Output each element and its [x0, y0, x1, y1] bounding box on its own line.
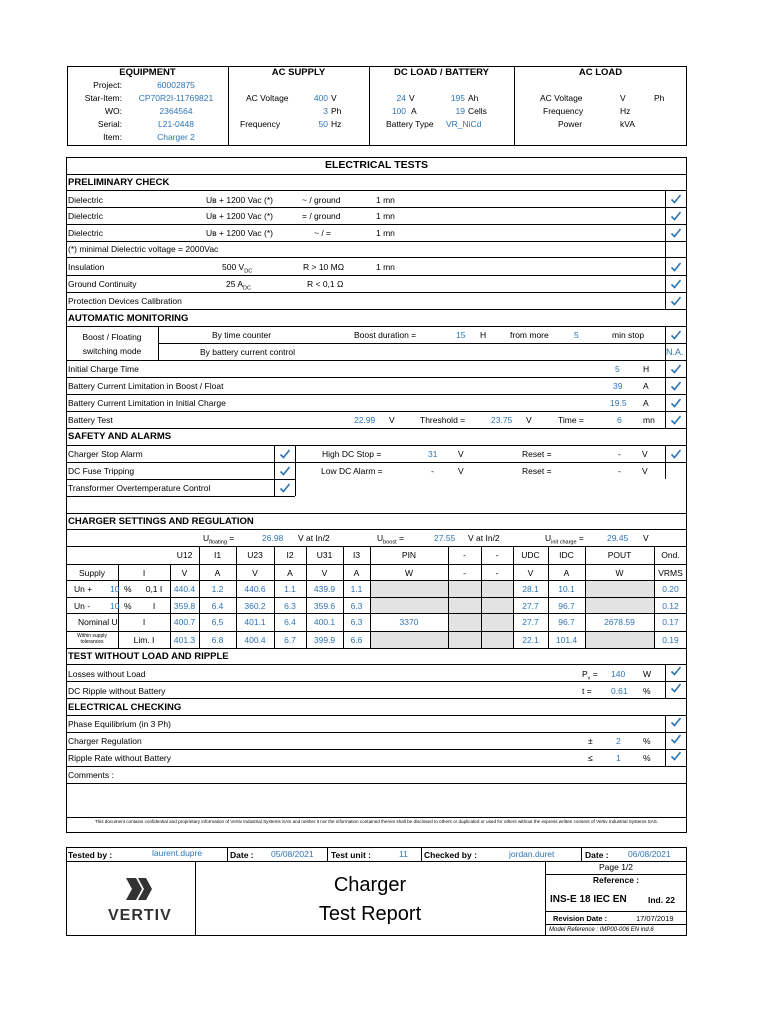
column-unit: A: [353, 568, 360, 578]
battery-type-value: VR_NiCd: [446, 119, 482, 129]
bcl-boost-unit: A: [643, 381, 649, 391]
column-unit: W: [615, 568, 624, 578]
serial-label: Serial:: [97, 119, 122, 129]
star-item-value: CP70R2I-11769821: [138, 93, 214, 103]
serial-value: L21-0448: [158, 119, 194, 129]
high-dc-label: High DC Stop =: [322, 449, 382, 459]
idc-label: I: [142, 568, 146, 578]
from-more-value: 5: [574, 330, 579, 340]
checked-by-label: Checked by :: [424, 850, 477, 860]
item-value: Charger 2: [157, 132, 195, 142]
table-cell: 6.4: [284, 617, 296, 627]
ac-frequency-label: Frequency: [240, 119, 281, 129]
table-cell: 401.3: [173, 635, 196, 645]
table-cell: 360.2: [244, 601, 266, 611]
column-header: I1: [213, 550, 222, 560]
ufloat-value: 26.98: [262, 533, 284, 543]
date1-value: 05/08/2021: [271, 849, 314, 859]
reset2-value: -: [618, 466, 621, 476]
column-header: -: [463, 550, 466, 560]
row-percent: 10: [110, 584, 120, 594]
test-without-load-heading: TEST WITHOUT LOAD AND RIPPLE: [68, 651, 229, 662]
automatic-monitoring-heading: AUTOMATIC MONITORING: [68, 313, 189, 324]
column-header: U23: [247, 550, 263, 560]
table-cell: 0.19: [662, 635, 679, 645]
table-cell: 27.7: [522, 601, 539, 611]
battery-test-unit: V: [389, 415, 395, 425]
dielectric-1-formula: Uв + 1200 Vac (*): [206, 195, 273, 205]
boost-duration-unit: H: [480, 330, 487, 340]
check-icon: [670, 733, 682, 745]
dc-ripple-value: 0.61: [611, 686, 628, 696]
dielectric-note: (*) minimal Dielectric voltage = 2000Vac: [68, 244, 219, 254]
wo-label: WO:: [105, 106, 122, 116]
table-cell: 399.9: [313, 635, 336, 645]
table-vline: [236, 546, 237, 648]
table-cell: 0.17: [662, 617, 679, 627]
check-icon: [670, 278, 682, 290]
check-icon: [670, 750, 682, 762]
bcl-initial-unit: A: [643, 398, 649, 408]
dielectric-1-time: 1 mn: [376, 195, 395, 205]
table-cell: 6.7: [284, 635, 296, 645]
dielectric-3-between: ~ / =: [314, 228, 332, 238]
reset1-unit: V: [642, 449, 648, 459]
insulation-time: 1 mn: [376, 262, 395, 272]
table-vline: [370, 546, 371, 648]
battery-test-value: 22.99: [354, 415, 376, 425]
charger-regulation-label: Charger Regulation: [68, 736, 142, 746]
project-value: 60002875: [157, 80, 195, 90]
battery-test-label: Battery Test: [68, 415, 113, 425]
acload-power-unit: kVA: [620, 119, 635, 129]
test-unit-label: Test unit :: [331, 850, 371, 860]
table-cell: 1.2: [211, 584, 224, 594]
low-dc-value: -: [431, 466, 434, 476]
dc-v-unit: V: [409, 93, 415, 103]
uinit-label: $U_{init charge}$ =: [545, 533, 584, 546]
row-percent-unit: %: [124, 584, 132, 594]
vertiv-logo-icon: [124, 876, 154, 902]
dc-ripple-symbol: t =: [582, 686, 592, 696]
insulation-value: 500 $V_{DC}$: [222, 262, 253, 275]
reset2-label: Reset =: [522, 466, 552, 476]
table-hline: [66, 597, 687, 598]
table-vline: [585, 546, 586, 648]
dc-ripple-label: DC Ripple without Battery: [68, 686, 166, 696]
index-value: Ind. 22: [648, 895, 675, 905]
boost-duration-label: Boost duration =: [354, 330, 417, 340]
preliminary-check-heading: PRELIMINARY CHECK: [68, 177, 170, 188]
ufloat-label: $U_{floating}$ =: [203, 533, 235, 546]
high-dc-unit: V: [458, 449, 464, 459]
gray-cell: [371, 632, 448, 648]
check-icon: [670, 193, 682, 205]
table-cell: 6.3: [350, 617, 363, 627]
acload-frequency-unit: Hz: [620, 106, 631, 116]
ground-continuity-label: Ground Continuity: [68, 279, 137, 289]
equipment-header: EQUIPMENT: [119, 67, 176, 78]
check-icon: [279, 465, 291, 477]
gray-cell: [586, 581, 654, 597]
supply-label: Supply: [79, 568, 105, 578]
losses-value: 140: [611, 669, 626, 679]
item-label: Item:: [103, 132, 122, 142]
table-vline: [448, 546, 449, 648]
check-icon: [670, 414, 682, 426]
phase-equilibrium-label: Phase Equilibrium (in 3 Ph): [68, 719, 171, 729]
column-header: Ond.: [661, 550, 680, 560]
row-name: Un +: [74, 584, 93, 594]
row-condition: I: [152, 601, 156, 611]
ripple-rate-label: Ripple Rate without Battery: [68, 753, 171, 763]
row-percent-unit: %: [124, 601, 132, 611]
transformer-label: Transformer Overtemperature Control: [68, 483, 211, 493]
date2-label: Date :: [585, 850, 609, 860]
dc-load-header: DC LOAD / BATTERY: [394, 67, 489, 78]
table-cell: 101.4: [555, 635, 578, 645]
table-hline: [66, 613, 687, 614]
battery-type-label: Battery Type: [386, 119, 434, 129]
table-hline: [66, 580, 687, 581]
column-unit: A: [287, 568, 293, 578]
electrical-tests-title: ELECTRICAL TESTS: [324, 159, 429, 171]
table-cell: 0.12: [662, 601, 679, 611]
check-icon: [670, 261, 682, 273]
row-condition: 0,1 I: [145, 584, 163, 594]
dielectric-1-label: Dielectric: [68, 195, 103, 205]
table-cell: 22.1: [522, 635, 539, 645]
dc-ripple-unit: %: [643, 686, 651, 696]
table-cell: 359.6: [313, 601, 336, 611]
ac-voltage-value: 400: [313, 93, 328, 103]
date1-label: Date :: [230, 850, 254, 860]
min-stop-label: min stop: [612, 330, 645, 340]
uboost-label: $U_{boost}$ =: [377, 533, 404, 546]
table-cell: 6.6: [350, 635, 363, 645]
project-label: Project:: [93, 80, 122, 90]
ac-load-header: AC LOAD: [578, 67, 623, 78]
boost-floating-label: Boost / Floating: [82, 332, 142, 342]
table-vline: [654, 546, 655, 648]
table-hline: [66, 546, 687, 547]
column-unit: V: [321, 568, 328, 578]
ground-continuity-value: 25 $A_{DC}$: [226, 279, 251, 292]
acload-power-label: Power: [558, 119, 583, 129]
ripple-rate-symbol: ≤: [588, 753, 593, 763]
table-cell: 96.7: [558, 601, 575, 611]
initial-charge-label: Initial Charge Time: [68, 364, 139, 374]
dc-ah-value: 195: [450, 93, 465, 103]
row-percent: 10: [110, 601, 120, 611]
check-icon: [670, 397, 682, 409]
table-vline: [199, 546, 200, 648]
check-icon: [670, 665, 682, 677]
initial-charge-value: 5: [615, 364, 620, 374]
check-icon: [670, 210, 682, 222]
table-cell: 0.20: [662, 584, 679, 594]
column-header: I2: [286, 550, 294, 560]
column-header: PIN: [401, 550, 417, 560]
reference-label: Reference :: [592, 875, 640, 885]
table-hline: [66, 631, 687, 632]
ufloat-unit: V at In/2: [298, 533, 330, 543]
checked-by-value: jordan.duret: [509, 849, 555, 859]
check-icon: [279, 448, 291, 460]
dielectric-1-between: ~ / ground: [302, 195, 341, 205]
table-cell: 400.4: [244, 635, 266, 645]
table-hline: [66, 648, 687, 649]
time-value: 6: [617, 415, 622, 425]
report-title-line1: Charger: [333, 874, 407, 896]
dielectric-3-time: 1 mn: [376, 228, 395, 238]
ripple-rate-unit: %: [643, 753, 651, 763]
bcl-initial-label: Battery Current Limitation in Initial Charge: [68, 398, 226, 408]
switching-mode-label: switching mode: [82, 346, 142, 356]
dc-a-value: 100: [391, 106, 406, 116]
table-cell: 27.7: [522, 617, 539, 627]
revision-date-value: 17/07/2019: [636, 914, 674, 923]
acload-phase-unit: Ph: [654, 93, 665, 103]
charger-regulation-value: 2: [616, 736, 621, 746]
table-vline: [481, 546, 482, 648]
table-cell: 400.1: [313, 617, 336, 627]
table-cell: 1.1: [284, 584, 296, 594]
uinit-unit: V: [643, 533, 649, 543]
bcl-boost-value: 39: [613, 381, 623, 391]
dc-v-value: 24: [396, 93, 406, 103]
tested-by-value: laurent.dupre: [152, 848, 203, 858]
ac-phase-unit: Ph: [331, 106, 342, 116]
row-condition: I: [142, 617, 146, 627]
losses-symbol: $P_v$ =: [582, 669, 598, 682]
high-dc-value: 31: [428, 449, 438, 459]
insulation-label: Insulation: [68, 262, 105, 272]
comments-label: Comments :: [68, 770, 114, 780]
column-unit: VRMS: [658, 568, 683, 578]
check-icon: [670, 227, 682, 239]
gray-cell: [371, 598, 448, 613]
reset1-label: Reset =: [522, 449, 552, 459]
dc-a-unit: A: [411, 106, 417, 116]
column-unit: V: [527, 568, 534, 578]
table-cell: 6.4: [211, 601, 224, 611]
column-unit: -: [495, 568, 499, 578]
electrical-checking-heading: ELECTRICAL CHECKING: [68, 702, 182, 713]
column-header: U12: [176, 550, 193, 560]
from-more-label: from more: [510, 330, 549, 340]
ac-frequency-value: 50: [318, 119, 328, 129]
table-cell: 96.7: [558, 617, 575, 627]
star-item-label: Star-Item:: [84, 93, 122, 103]
threshold-value: 23.75: [491, 415, 513, 425]
na-label: N.A.: [666, 347, 684, 357]
row-condition: Lim. I: [133, 635, 155, 645]
column-header: IDC: [559, 550, 574, 560]
safety-alarms-heading: SAFETY AND ALARMS: [68, 431, 172, 442]
check-icon: [670, 363, 682, 375]
row-name: Nominal U: [78, 617, 118, 627]
check-icon: [670, 329, 682, 341]
table-hline: [66, 564, 687, 565]
revision-date-label: Revision Date :: [553, 914, 608, 923]
table-cell: 401.1: [244, 617, 266, 627]
bcl-boost-label: Battery Current Limitation in Boost / Float: [68, 381, 224, 391]
table-cell: 6.5: [211, 617, 224, 627]
acload-frequency-label: Frequency: [543, 106, 584, 116]
losses-label: Losses without Load: [68, 669, 146, 679]
threshold-unit: V: [526, 415, 532, 425]
dc-fuse-label: DC Fuse Tripping: [68, 466, 135, 476]
column-header: U31: [316, 550, 333, 560]
dielectric-3-label: Dielectric: [68, 228, 103, 238]
dc-cells-unit: Cells: [468, 106, 487, 116]
table-cell: 6.3: [284, 601, 296, 611]
threshold-label: Threshold =: [420, 415, 466, 425]
charger-regulation-unit: %: [643, 736, 651, 746]
table-vline: [343, 546, 344, 648]
wo-value: 2364564: [159, 106, 193, 116]
acload-voltage-unit: V: [620, 93, 626, 103]
table-cell: 3370: [399, 617, 419, 627]
time-label: Time =: [558, 415, 584, 425]
column-unit: -: [463, 568, 466, 578]
table-cell: 28.1: [522, 584, 539, 594]
table-cell: 400.7: [173, 617, 196, 627]
table-cell: 1.1: [350, 584, 363, 594]
reference-value: INS-E 18 IEC EN: [550, 894, 627, 905]
protection-devices-label: Protection Devices Calibration: [68, 296, 182, 306]
insulation-condition: R > 10 MΩ: [303, 262, 345, 272]
table-cell: 439.9: [313, 584, 336, 594]
column-header: I3: [352, 550, 361, 560]
column-header: -: [495, 550, 499, 560]
tested-by-label: Tested by :: [68, 850, 113, 860]
low-dc-unit: V: [458, 466, 464, 476]
charger-stop-label: Charger Stop Alarm: [68, 449, 143, 459]
row-name: Within supply tolerances: [77, 633, 107, 645]
column-header: POUT: [607, 550, 632, 560]
acload-voltage-label: AC Voltage: [540, 93, 583, 103]
test-unit-value: 11: [399, 849, 408, 859]
dielectric-2-between: = / ground: [302, 211, 341, 221]
ac-frequency-unit: Hz: [331, 119, 342, 129]
table-vline: [306, 546, 307, 648]
ac-voltage-unit: V: [331, 93, 337, 103]
table-cell: 2678.59: [604, 617, 635, 627]
table-vline: [513, 546, 514, 648]
column-unit: V: [252, 568, 258, 578]
table-cell: 359.8: [173, 601, 196, 611]
check-icon: [670, 448, 682, 460]
dielectric-2-label: Dielectric: [68, 211, 103, 221]
dc-ah-unit: Ah: [468, 93, 479, 103]
row-name: Un -: [74, 601, 91, 611]
uinit-value: 29.45: [607, 533, 629, 543]
check-icon: [670, 682, 682, 694]
check-icon: [279, 482, 291, 494]
column-unit: A: [563, 568, 570, 578]
table-cell: 6.8: [211, 635, 224, 645]
page-number: Page 1/2: [598, 862, 634, 872]
gray-cell: [586, 632, 654, 648]
table-cell: 440.6: [244, 584, 266, 594]
by-battery-current-label: By battery current control: [200, 347, 295, 357]
vertiv-logo-text: VERTIV: [108, 907, 172, 924]
ripple-rate-value: 1: [616, 753, 621, 763]
column-header: UDC: [521, 550, 540, 560]
date2-value: 06/08/2021: [628, 849, 671, 859]
column-unit: W: [404, 568, 414, 578]
report-title-line2: Test Report: [318, 903, 422, 925]
table-cell: 440.4: [173, 584, 196, 594]
gray-cell: [586, 598, 654, 613]
check-icon: [670, 380, 682, 392]
check-icon: [670, 716, 682, 728]
charger-regulation-symbol: ±: [588, 736, 593, 746]
table-vline: [274, 546, 275, 648]
column-unit: A: [214, 568, 221, 578]
dielectric-3-formula: Uв + 1200 Vac (*): [206, 228, 273, 238]
table-vline: [548, 546, 549, 648]
initial-charge-unit: H: [643, 364, 650, 374]
disclaimer-text: This document contains confidential and proprietary information of Vertiv Industrial Systems SAS and neither it nor the information contained therein shall be disclosed to others or duplicated or used for others without the express written consent of Vertiv Industrial Systems SAS.: [94, 819, 659, 824]
ac-supply-header: AC SUPPLY: [271, 67, 326, 78]
uboost-value: 27.55: [434, 533, 456, 543]
dielectric-2-formula: Uв + 1200 Vac (*): [206, 211, 273, 221]
ground-continuity-condition: R < 0,1 Ω: [307, 279, 344, 289]
bcl-initial-value: 19.5: [610, 398, 627, 408]
gray-cell: [371, 581, 448, 597]
ac-voltage-label: AC Voltage: [246, 93, 289, 103]
time-unit: mn: [643, 415, 655, 425]
table-cell: 10.1: [558, 584, 575, 594]
dc-cells-value: 19: [455, 106, 465, 116]
table-cell: 6.3: [350, 601, 363, 611]
dielectric-2-time: 1 mn: [376, 211, 395, 221]
losses-unit: W: [643, 669, 652, 679]
by-time-counter-label: By time counter: [212, 330, 272, 340]
uboost-unit: V at In/2: [468, 533, 500, 543]
check-icon: [670, 295, 682, 307]
reset2-unit: V: [642, 466, 648, 476]
reset1-value: -: [618, 449, 621, 459]
boost-duration-value: 15: [456, 330, 466, 340]
model-reference: Model Reference : IMP00-006 EN ind.6: [549, 927, 654, 933]
column-unit: V: [181, 568, 188, 578]
ac-phase-value: 3: [323, 106, 328, 116]
charger-settings-heading: CHARGER SETTINGS AND REGULATION: [68, 516, 254, 527]
low-dc-label: Low DC Alarm =: [321, 466, 383, 476]
